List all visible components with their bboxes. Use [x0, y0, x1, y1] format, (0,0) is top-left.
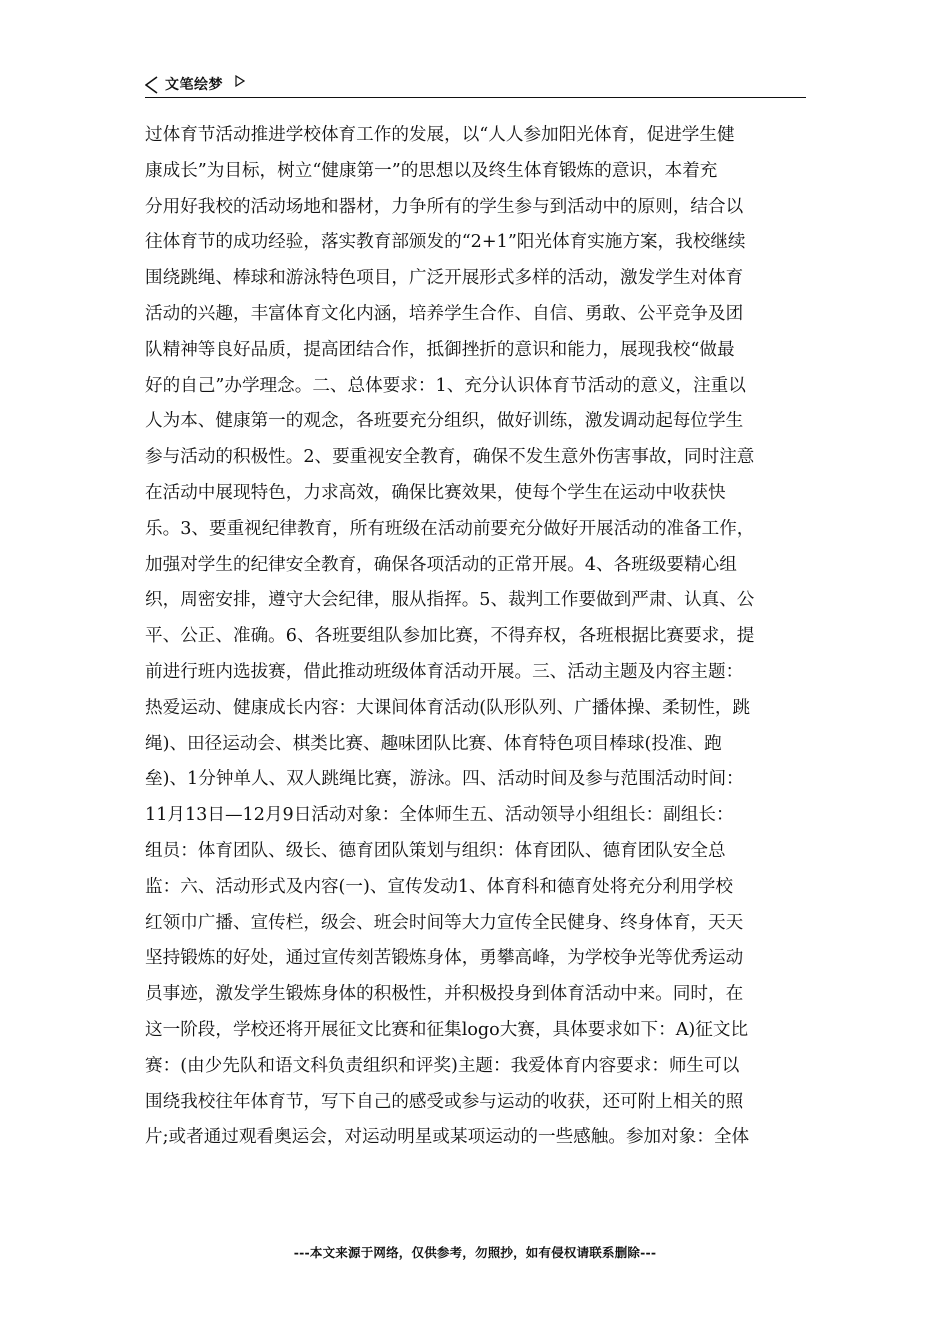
- text-line: 监：六、活动形式及内容(一)、宣传发动1、体育科和德育处将充分利用学校: [145, 876, 733, 897]
- right-triangle-icon: [235, 75, 245, 87]
- text-line: 参与活动的积极性。2、要重视安全教育，确保不发生意外伤害事故，同时注意: [145, 447, 755, 468]
- text-line: 坚持锻炼的好处，通过宣传刻苦锻炼身体，勇攀高峰，为学校争光等优秀运动: [145, 948, 744, 969]
- page-header: [145, 72, 806, 98]
- text-line: 热爱运动、健康成长内容：大课间体育活动(队形队列、广播体操、柔韧性，跳: [145, 697, 751, 718]
- text-line: 片;或者通过观看奥运会，对运动明星或某项运动的一些感触。参加对象：全体: [145, 1127, 750, 1148]
- header-title: 文笔绘梦: [165, 77, 223, 93]
- text-line: 乐。3、要重视纪律教育，所有班级在活动前要充分做好开展活动的准备工作，: [145, 518, 755, 539]
- text-line: 织，周密安排，遵守大会纪律，服从指挥。5、裁判工作要做到严肃、认真、公: [145, 590, 755, 611]
- text-line: 11月13日—12月9日活动对象：全体师生五、活动领导小组组长：副组长：: [145, 805, 734, 826]
- body-text: [145, 118, 806, 1156]
- text-line: 加强对学生的纪律安全教育，确保各项活动的正常开展。4、各班级要精心组: [145, 554, 737, 575]
- text-line: 好的自己”办学理念。二、总体要求：1、充分认识体育节活动的意义，注重以: [145, 375, 746, 396]
- text-line: 赛：(由少先队和语文科负责组织和评奖)主题：我爱体育内容要求：师生可以: [145, 1055, 740, 1076]
- left-triangle-icon: [145, 76, 159, 94]
- text-line: 平、公正、准确。6、各班要组队参加比赛，不得弃权，各班根据比赛要求，提: [145, 626, 755, 647]
- text-line: 前进行班内选拔赛，借此推动班级体育活动开展。三、活动主题及内容主题：: [145, 661, 744, 682]
- text-line: 垒)、1分钟单人、双人跳绳比赛，游泳。四、活动时间及参与范围活动时间：: [145, 769, 744, 790]
- text-line: 组员：体育团队、级长、德育团队策划与组织：体育团队、德育团队安全总: [145, 840, 726, 861]
- text-line: 红领巾广播、宣传栏，级会、班会时间等大力宣传全民健身、终身体育，天天: [145, 912, 744, 933]
- footer-disclaimer: ---本文来源于网络，仅供参考，勿照抄，如有侵权请联系删除---: [293, 1245, 657, 1260]
- text-line: 绳)、田径运动会、棋类比赛、趣味团队比赛、体育特色项目棒球(投准、跑: [145, 733, 722, 754]
- text-line: 人为本、健康第一的观念，各班要充分组织，做好训练，激发调动起每位学生: [145, 411, 744, 432]
- text-line: 队精神等良好品质，提高团结合作，抵御挫折的意识和能力，展现我校“做最: [145, 339, 735, 360]
- text-line: 过体育节活动推进学校体育工作的发展，以“人人参加阳光体育，促进学生健: [145, 125, 735, 145]
- text-line: 这一阶段，学校还将开展征文比赛和征集logo大赛，具体要求如下：A)征文比: [145, 1019, 749, 1040]
- text-line: 分用好我校的活动场地和器材，力争所有的学生参与到活动中的原则，结合以: [145, 196, 744, 217]
- text-line: 围绕我校往年体育节，写下自己的感受或参与运动的收获，还可附上相关的照: [145, 1091, 744, 1112]
- text-line: 康成长”为目标，树立“健康第一”的思想以及终生体育锻炼的意识，本着充: [145, 160, 718, 181]
- header-divider: [145, 97, 806, 98]
- text-line: 员事迹，激发学生锻炼身体的积极性，并积极投身到体育活动中来。同时，在: [145, 984, 744, 1005]
- text-line: 往体育节的成功经验，落实教育部颁发的“2+1”阳光体育实施方案，我校继续: [145, 232, 746, 253]
- text-line: 活动的兴趣，丰富体育文化内涵，培养学生合作、自信、勇敢、公平竞争及团: [145, 303, 744, 324]
- text-line: 围绕跳绳、棒球和游泳特色项目，广泛开展形式多样的活动，激发学生对体育: [145, 268, 744, 289]
- text-line: 在活动中展现特色，力求高效，确保比赛效果，使每个学生在运动中收获快: [145, 482, 726, 503]
